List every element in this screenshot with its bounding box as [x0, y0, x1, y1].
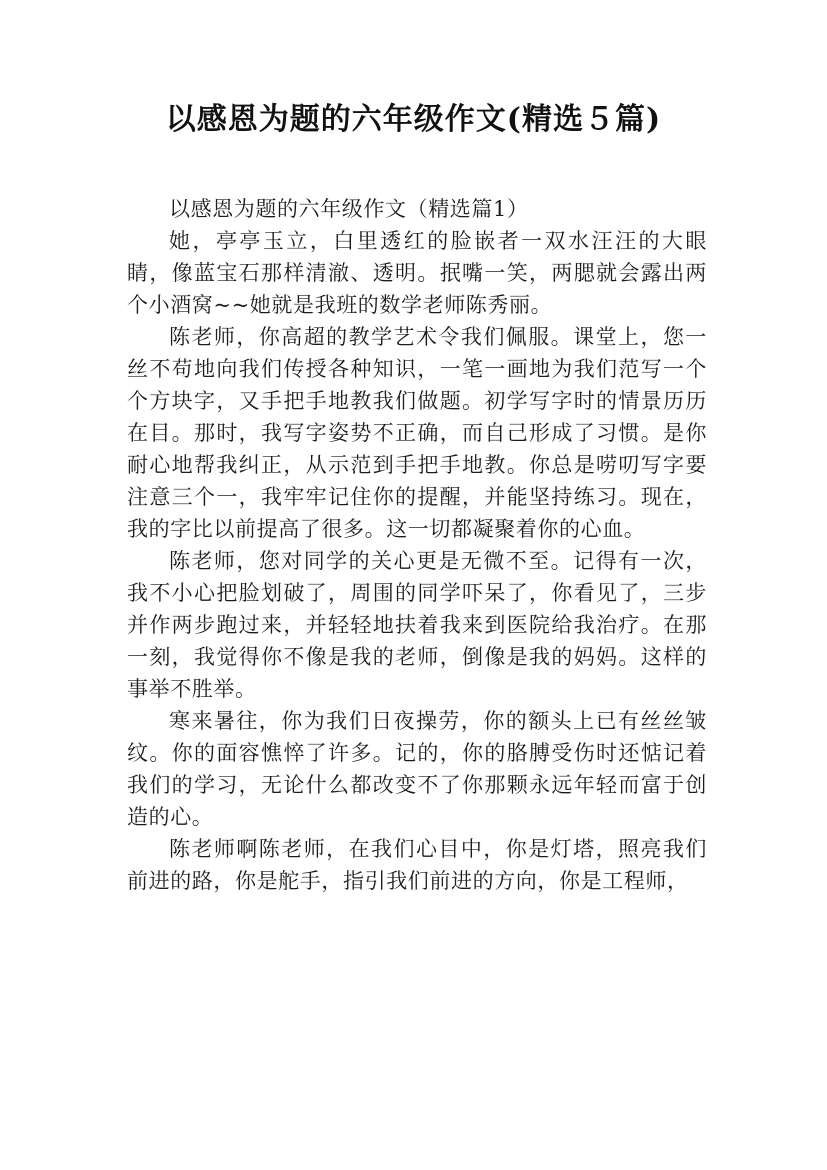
document-title: 以感恩为题的六年级作文(精选５篇) — [165, 102, 662, 137]
paragraph-2: 陈老师，你高超的教学艺术令我们佩服。课堂上，您一丝不苟地向我们传授各种知识，一笔一画地为我们范写一个个方块字，又手把手地教我们做题。初学写字时的情景历历在目。那时，我写字姿势不正确，而自己形成了习惯。是你耐心地帮我纠正，从示范到手把手地教。你总是唠叨写字要注意三个一，我牢牢记住你的提醒，并能坚持练习。现在，我的字比以前提高了很多。这一切都凝聚着你的心血。 — [127, 325, 707, 541]
paragraph-3: 陈老师，您对同学的关心更是无微不至。记得有一次，我不小心把脸划破了，周围的同学吓呆了，你看见了，三步并作两步跑过来，并轻轻地扶着我来到医院给我治疗。在那一刻，我觉得你不像是我的老师，倒像是我的妈妈。这样的事举不胜举。 — [127, 549, 707, 701]
paragraph-1: 她，亭亭玉立，白里透红的脸嵌者一双水汪汪的大眼睛，像蓝宝石那样清澈、透明。抿嘴一笑，两腮就会露出两个小酒窝~~她就是我班的数学老师陈秀丽。 — [127, 229, 707, 317]
paragraph-4: 寒来暑往，你为我们日夜操劳，你的额头上已有丝丝皱纹。你的面容憔悴了许多。记的，你的胳膊受伤时还惦记着我们的学习，无论什么都改变不了你那颗永远年轻而富于创造的心。 — [127, 709, 707, 829]
paragraph-5: 陈老师啊陈老师，在我们心目中，你是灯塔，照亮我们前进的路，你是舵手，指引我们前进的方向，你是工程师， — [127, 837, 707, 893]
section-subheading: 以感恩为题的六年级作文（精选篇1） — [169, 197, 529, 221]
document-body — [127, 193, 707, 897]
